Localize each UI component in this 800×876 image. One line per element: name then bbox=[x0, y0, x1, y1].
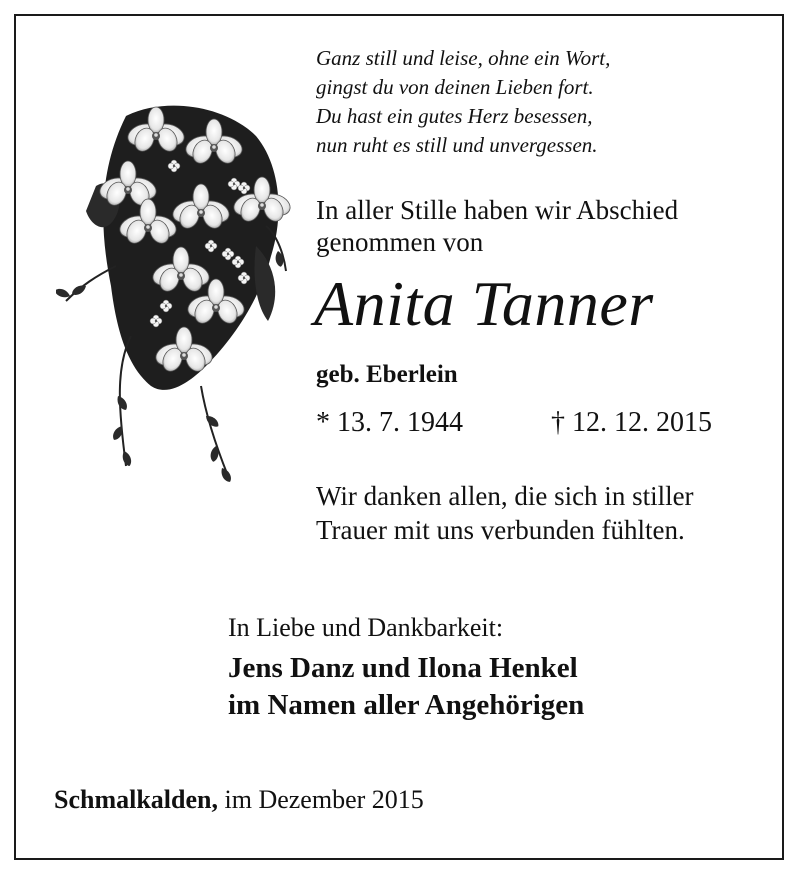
orchid-bouquet-icon bbox=[56, 96, 296, 486]
intro-line: genommen von bbox=[316, 227, 484, 257]
poem-line: Du hast ein gutes Herz besessen, bbox=[316, 104, 593, 128]
poem-line: nun ruht es still und unvergessen. bbox=[316, 133, 598, 157]
closing-label: In Liebe und Dankbarkeit: bbox=[228, 613, 504, 642]
signer-line: im Namen aller Angehörigen bbox=[228, 689, 585, 721]
birth-date: * 13. 7. 1944 bbox=[316, 407, 463, 438]
birth-name: geb. Eberlein bbox=[316, 361, 458, 388]
place-date bbox=[54, 784, 424, 816]
intro-line: In aller Stille haben wir Abschied bbox=[316, 195, 679, 225]
deceased-name: Anita Tanner bbox=[314, 268, 654, 339]
signer-line: Jens Danz und Ilona Henkel bbox=[228, 652, 578, 684]
poem-line: gingst du von deinen Lieben fort. bbox=[316, 75, 594, 99]
poem bbox=[316, 44, 610, 160]
signers bbox=[228, 650, 584, 724]
thanks-text bbox=[316, 479, 694, 547]
place-date-text: im Dezember 2015 bbox=[224, 785, 424, 814]
intro-text bbox=[316, 194, 678, 258]
poem-line: Ganz still und leise, ohne ein Wort, bbox=[316, 46, 611, 70]
place-city: Schmalkalden, bbox=[54, 785, 218, 814]
death-date: † 12. 12. 2015 bbox=[551, 407, 712, 438]
thanks-line: Wir danken allen, die sich in stiller bbox=[316, 481, 694, 511]
thanks-line: Trauer mit uns verbunden fühlten. bbox=[316, 515, 685, 545]
